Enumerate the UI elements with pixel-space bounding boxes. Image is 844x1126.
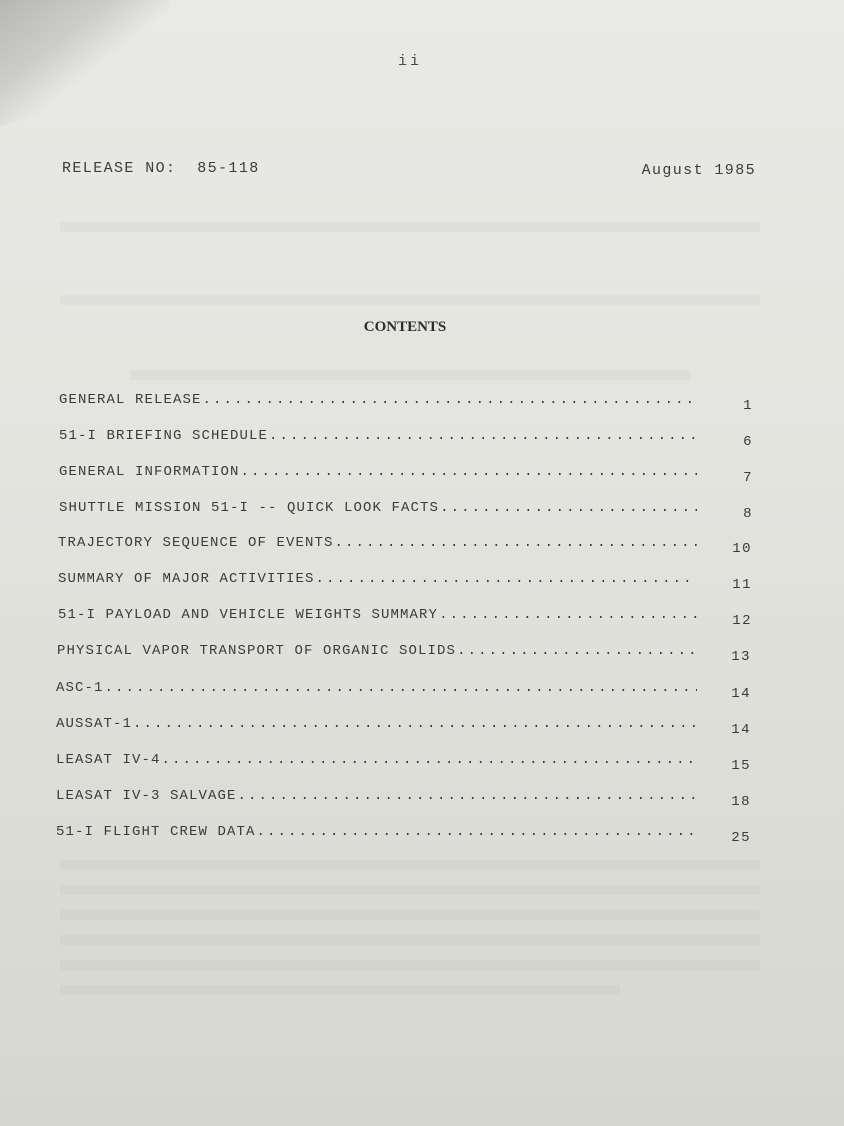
toc-entry — [58, 535, 697, 555]
toc-entry-title: GENERAL RELEASE — [59, 392, 202, 408]
toc-entry — [56, 716, 697, 736]
toc-entry-page: 10 — [732, 541, 752, 557]
toc-entry-title: PHYSICAL VAPOR TRANSPORT OF ORGANIC SOLIDS — [57, 643, 457, 659]
toc-entry-title: LEASAT IV-3 SALVAGE — [56, 788, 237, 804]
toc-entry-title: 51-I FLIGHT CREW DATA — [56, 824, 256, 840]
toc-entry-page: 6 — [743, 434, 753, 450]
release-number: RELEASE NO: 85-118 — [62, 160, 260, 177]
toc-leader-dots — [335, 535, 697, 551]
toc-entry — [56, 680, 697, 700]
toc-entry-title: 51-I BRIEFING SCHEDULE — [59, 428, 269, 444]
toc-leader-dots — [316, 571, 697, 587]
toc-entry — [58, 571, 697, 591]
toc-leader-dots — [269, 428, 697, 444]
toc-leader-dots — [241, 464, 697, 480]
toc-entry-title: ASC-1 — [56, 680, 104, 696]
toc-entry-title: TRAJECTORY SEQUENCE OF EVENTS — [58, 535, 334, 551]
toc-leader-dots — [457, 643, 697, 659]
toc-entry-title: GENERAL INFORMATION — [59, 464, 240, 480]
toc-entry-page: 14 — [731, 686, 751, 702]
toc-leader-dots — [238, 788, 697, 804]
toc-leader-dots — [440, 500, 697, 516]
toc-entry-title: LEASAT IV-4 — [56, 752, 161, 768]
toc-leader-dots — [257, 824, 697, 840]
toc-entry-title: SUMMARY OF MAJOR ACTIVITIES — [58, 571, 315, 587]
toc-entry — [56, 824, 697, 844]
contents-heading: CONTENTS — [363, 319, 447, 335]
toc-entry — [56, 752, 697, 772]
toc-entry — [58, 607, 697, 627]
toc-entry-page: 14 — [731, 722, 751, 738]
toc-leader-dots — [439, 607, 697, 623]
toc-entry-title: 51-I PAYLOAD AND VEHICLE WEIGHTS SUMMARY — [58, 607, 439, 623]
toc-entry — [59, 464, 697, 484]
toc-entry — [59, 500, 697, 520]
toc-entry-page: 15 — [731, 758, 751, 774]
page-number: ii — [397, 53, 422, 70]
toc-entry-page: 18 — [731, 794, 751, 810]
toc-entry-page: 13 — [731, 649, 751, 665]
toc-entry-page: 1 — [743, 398, 753, 414]
toc-entry-page: 8 — [743, 506, 753, 522]
toc-entry — [56, 788, 697, 808]
toc-leader-dots — [162, 752, 697, 768]
toc-entry — [57, 643, 697, 663]
toc-entry-page: 7 — [743, 470, 753, 486]
toc-leader-dots — [105, 680, 697, 696]
toc-entry — [59, 428, 697, 448]
toc-entry-page: 11 — [732, 577, 752, 593]
toc-entry-title: AUSSAT-1 — [56, 716, 133, 732]
toc-entry-page: 12 — [732, 613, 752, 629]
toc-leader-dots — [133, 716, 697, 732]
release-date: August 1985 — [641, 162, 756, 179]
toc-entry — [59, 392, 697, 412]
toc-entry-page: 25 — [731, 830, 751, 846]
toc-entry-title: SHUTTLE MISSION 51-I -- QUICK LOOK FACTS — [59, 500, 440, 516]
toc-leader-dots — [203, 392, 697, 408]
